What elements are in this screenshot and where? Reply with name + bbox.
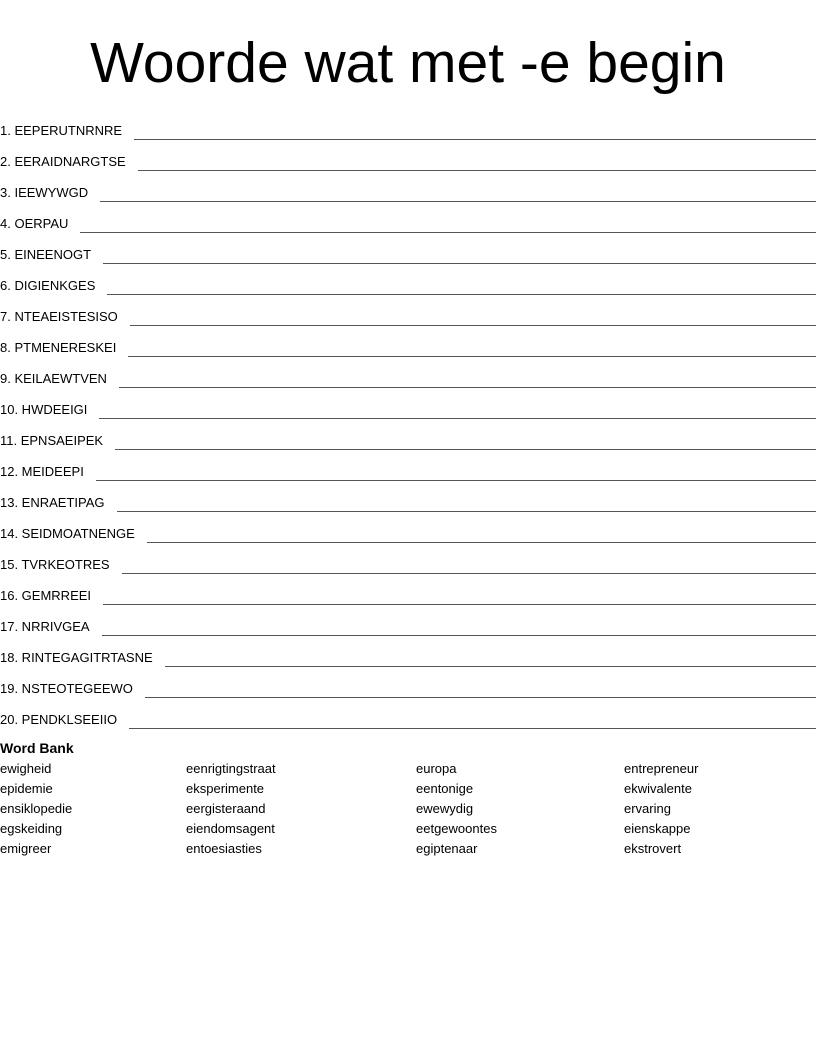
word-bank-item: entrepreneur xyxy=(624,761,699,776)
puzzle-row xyxy=(0,483,816,514)
scrambled-word: 7. NTEAEISTESISO xyxy=(0,309,118,324)
scrambled-word: 10. HWDEEIGI xyxy=(0,402,88,417)
scrambled-word: 15. TVRKEOTRES xyxy=(0,557,110,572)
puzzle-row xyxy=(0,328,816,359)
answer-line[interactable] xyxy=(128,355,816,357)
scrambled-word: 18. RINTEGAGITRTASNE xyxy=(0,650,153,665)
puzzle-row xyxy=(0,297,816,328)
puzzle-row xyxy=(0,390,816,421)
word-bank-item: ekstrovert xyxy=(624,841,682,856)
word-bank-item: eiendomsagent xyxy=(186,821,275,836)
word-bank-item: eergisteraand xyxy=(186,801,266,816)
scrambled-word: 3. IEEWYWGD xyxy=(0,185,89,200)
puzzle-row xyxy=(0,700,816,731)
answer-line[interactable] xyxy=(119,386,816,388)
answer-line[interactable] xyxy=(100,200,816,202)
answer-line[interactable] xyxy=(115,448,816,450)
answer-line[interactable] xyxy=(103,262,816,264)
word-bank-item: ekwivalente xyxy=(624,781,692,796)
scrambled-word: 4. OERPAU xyxy=(0,216,69,231)
answer-line[interactable] xyxy=(129,727,816,729)
word-bank-column xyxy=(186,759,276,859)
word-bank-item: eksperimente xyxy=(186,781,265,796)
scrambled-word: 1. EEPERUTNRNRE xyxy=(0,123,123,138)
scrambled-word: 12. MEIDEEPI xyxy=(0,464,84,479)
word-bank-grid xyxy=(0,759,816,859)
puzzle-row xyxy=(0,359,816,390)
scrambled-word: 14. SEIDMOATNENGE xyxy=(0,526,135,541)
word-bank-item: egskeiding xyxy=(0,821,63,836)
scrambled-word: 8. PTMENERESKEI xyxy=(0,340,117,355)
word-bank-item: eentonige xyxy=(416,781,474,796)
scrambled-word: 11. EPNSAEIPEK xyxy=(0,433,104,448)
word-bank-column xyxy=(624,759,698,859)
scrambled-word: 2. EERAIDNARGTSE xyxy=(0,154,126,169)
puzzle-row xyxy=(0,204,816,235)
word-bank-item: eienskappe xyxy=(624,821,691,836)
answer-line[interactable] xyxy=(134,138,816,140)
word-bank-title: Word Bank xyxy=(0,740,74,756)
answer-line[interactable] xyxy=(80,231,816,233)
puzzle-row xyxy=(0,421,816,452)
scrambled-word: 13. ENRAETIPAG xyxy=(0,495,105,510)
word-bank-item: emigreer xyxy=(0,841,52,856)
word-bank xyxy=(0,739,816,859)
answer-line[interactable] xyxy=(122,572,816,574)
word-bank-item: ewewydig xyxy=(416,801,474,816)
word-bank-item: ensiklopedie xyxy=(0,801,73,816)
puzzle-row xyxy=(0,638,816,669)
puzzle-list xyxy=(0,111,816,731)
scrambled-word: 19. NSTEOTEGEEWO xyxy=(0,681,133,696)
word-bank-column xyxy=(0,759,72,859)
answer-line[interactable] xyxy=(96,479,816,481)
answer-line[interactable] xyxy=(165,665,816,667)
word-bank-item: eenrigtingstraat xyxy=(186,761,276,776)
answer-line[interactable] xyxy=(102,634,816,636)
word-bank-item: epidemie xyxy=(0,781,53,796)
answer-line[interactable] xyxy=(147,541,816,543)
answer-line[interactable] xyxy=(130,324,816,326)
puzzle-row xyxy=(0,452,816,483)
answer-line[interactable] xyxy=(99,417,816,419)
puzzle-row xyxy=(0,235,816,266)
word-bank-item: eetgewoontes xyxy=(416,821,497,836)
word-bank-item: europa xyxy=(416,761,457,776)
scrambled-word: 16. GEMRREEI xyxy=(0,588,92,603)
puzzle-row xyxy=(0,142,816,173)
word-bank-item: entoesiasties xyxy=(186,841,262,856)
puzzle-row xyxy=(0,173,816,204)
puzzle-row xyxy=(0,576,816,607)
word-bank-item: egiptenaar xyxy=(416,841,478,856)
scrambled-word: 20. PENDKLSEEIIO xyxy=(0,712,118,727)
answer-line[interactable] xyxy=(103,603,816,605)
word-bank-item: ewigheid xyxy=(0,761,52,776)
word-bank-item: ervaring xyxy=(624,801,671,816)
puzzle-row xyxy=(0,669,816,700)
puzzle-row xyxy=(0,266,816,297)
puzzle-row xyxy=(0,514,816,545)
page-title: Woorde wat met -e begin xyxy=(90,31,726,95)
answer-line[interactable] xyxy=(117,510,816,512)
puzzle-row xyxy=(0,111,816,142)
word-bank-column xyxy=(416,759,497,859)
scrambled-word: 6. DIGIENKGES xyxy=(0,278,96,293)
scrambled-word: 9. KEILAEWTVEN xyxy=(0,371,107,386)
answer-line[interactable] xyxy=(138,169,816,171)
puzzle-row xyxy=(0,607,816,638)
answer-line[interactable] xyxy=(145,696,816,698)
scrambled-word: 17. NRRIVGEA xyxy=(0,619,90,634)
puzzle-row xyxy=(0,545,816,576)
scrambled-word: 5. EINEENOGT xyxy=(0,247,92,262)
answer-line[interactable] xyxy=(107,293,816,295)
